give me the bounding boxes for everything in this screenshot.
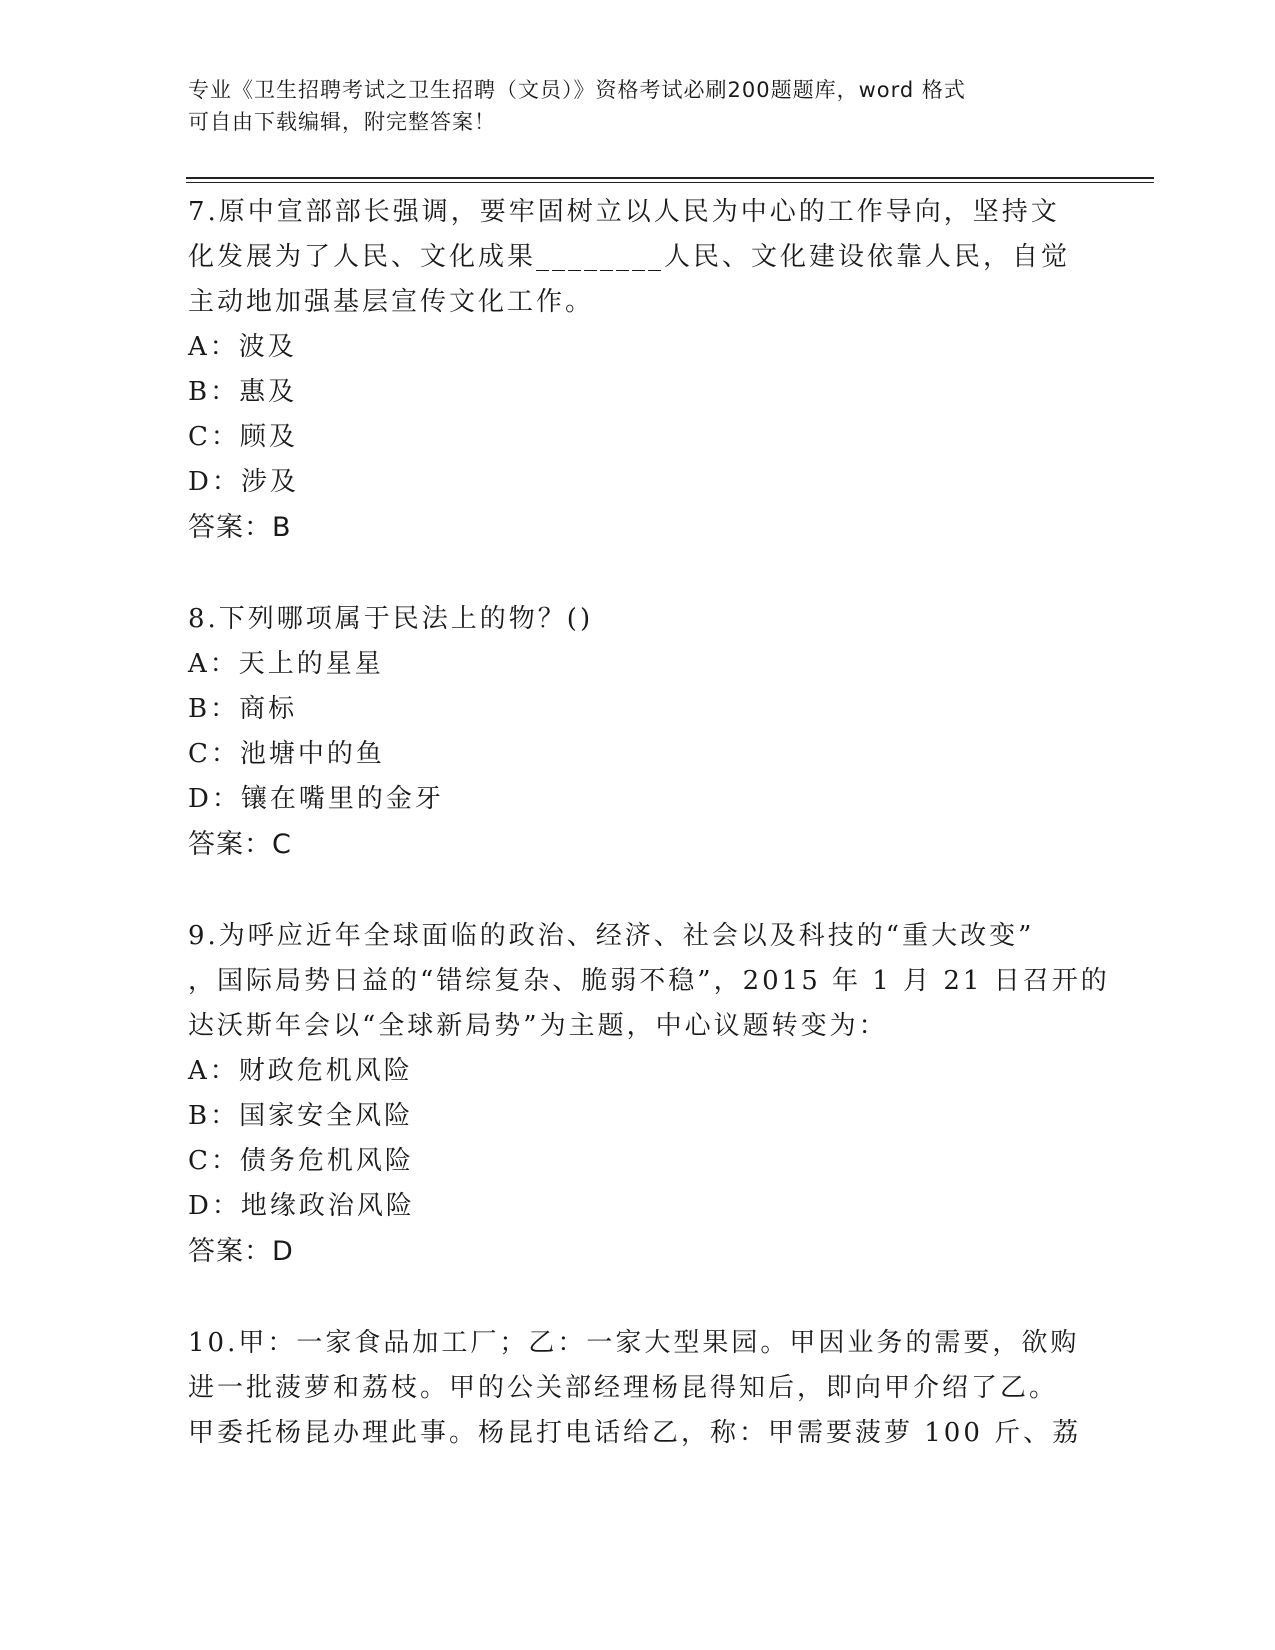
answer-line: 答案：B [188,512,292,543]
option-b: B：商标 [188,694,298,724]
question-stem-line: 进一批菠萝和荔枝。甲的公关部经理杨昆得知后，即向甲介绍了乙。 [188,1373,1059,1403]
question-9 [188,914,1110,1274]
option-c: C：池塘中的鱼 [188,739,385,769]
option-d: D：涉及 [188,467,299,497]
question-stem-line: 10.甲：一家食品加工厂；乙：一家大型果园。甲因业务的需要，欲购 [188,1328,1080,1358]
question-8 [188,597,1088,867]
question-stem-line: 主动地加强基层宣传文化工作。 [188,287,595,317]
header-divider-thick [186,177,1154,179]
option-a: A：天上的星星 [188,649,384,679]
question-stem-line: 甲委托杨昆办理此事。杨昆打电话给乙，称：甲需要菠萝 100 斤、荔 [188,1418,1082,1448]
question-10 [188,1321,1088,1456]
option-a: A：波及 [188,332,297,362]
question-7 [188,190,1088,550]
option-c: C：债务危机风险 [188,1146,414,1176]
header-title-line-2: 可自由下载编辑，附完整答案！ [188,110,496,134]
question-stem-line: 8.下列哪项属于民法上的物？() [188,604,594,634]
answer-line: 答案：D [188,1236,294,1267]
document-header [188,74,1088,138]
option-c: C：顾及 [188,422,298,452]
question-stem-line: 9.为呼应近年全球面临的政治、经济、社会以及科技的“重大改变” [188,921,1035,951]
option-d: D：镶在嘴里的金牙 [188,784,444,814]
question-stem-line: ，国际局势日益的“错综复杂、脆弱不稳”，2015 年 1 月 21 日召开的 [188,966,1110,996]
option-b: B：惠及 [188,377,298,407]
answer-line: 答案：C [188,829,292,860]
question-stem-line: 达沃斯年会以“全球新局势”为主题，中心议题转变为： [188,1011,888,1041]
option-a: A：财政危机风险 [188,1056,413,1086]
question-stem-line: 化发展为了人民、文化成果________人民、文化建设依靠人民，自觉 [188,242,1071,272]
header-divider-thin [186,182,1154,183]
question-list [188,190,1110,1456]
option-b: B：国家安全风险 [188,1101,414,1131]
header-title-line-1: 专业《卫生招聘考试之卫生招聘（文员）》资格考试必刷200题题库，word 格式 [188,78,966,102]
question-stem-line: 7.原中宣部部长强调，要牢固树立以人民为中心的工作导向，坚持文 [188,197,1060,227]
option-d: D：地缘政治风险 [188,1191,415,1221]
